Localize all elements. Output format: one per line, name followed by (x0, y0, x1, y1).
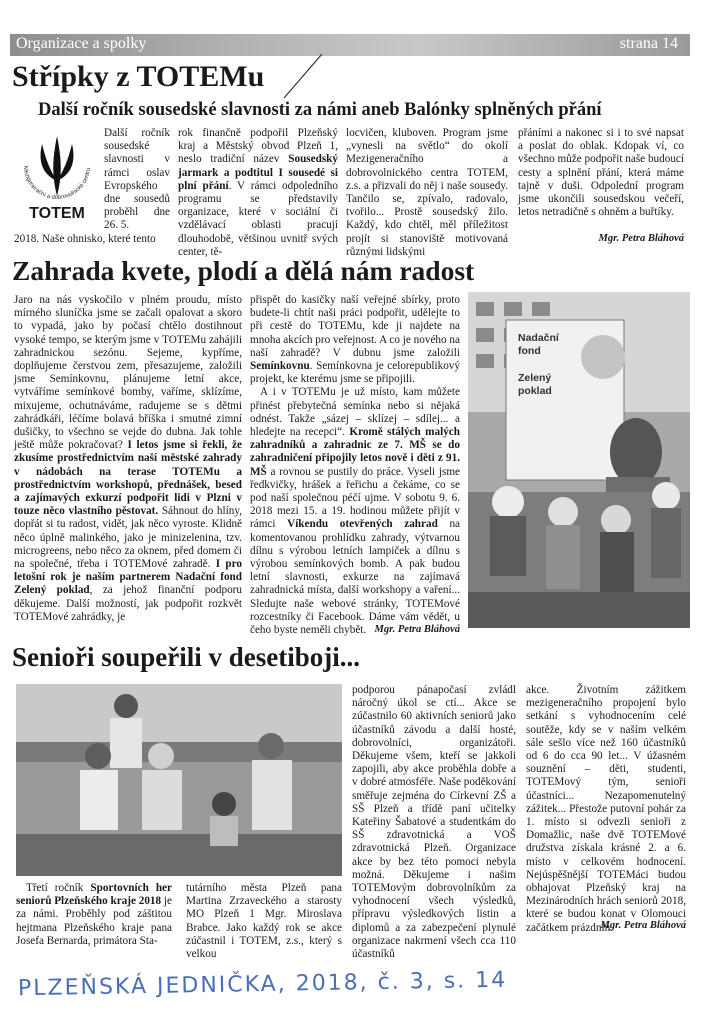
article1-col1-bottom: 2018. Naše ohnisko, které tento (14, 233, 156, 245)
article2-title: Zahrada kvete, plodí a dělá nám radost (12, 255, 475, 286)
article2-signature: Mgr. Petra Bláhová (374, 624, 460, 635)
article2-col1: Jaro na nás vyskočilo v plném proudu, místo mírného sluníčka jsme se začali opalovat a skoro to vypadá, jako by počasí chtělo dostihnout vysoké tempo, se kterým jsme v TOTEMu zahájili zahradnickou sezónu. Sejeme, kypříme, doplňujeme čerstvou zem, přesazujeme, založili jsme Semínkovnu, plánujeme letní akce, vytváříme semínkové bomby, vaříme, sklízíme, mixujeme, ochutnáváme, radujeme se s dětmi zahrádkáři, léčíme bolavá bříška i smutné zimní dušičky, to všechno se vejde do dubna. Jak tohle ještě může pokračovat? I letos jsme si řekli, že zkusíme prostřednictvím naší městské zahrady v nádobách na terase TOTEMu a prostřednictvím workshopů, přednášek, besed a zajímavých exkurzí podpořit lidi v Plzni v touze něco vlastního pěstovat. Sáhnout do hlíny, dopřát si tu radost, vidět, jak něco vyroste. Klidně něco úplně malinkého, jako je minizelenina, tzv. microgreens, nebo něco za oknem, před domem či na společné, třeba i TOTEMové zahradě. I pro letošní rok je naším partnerem Nadační fond Zelený poklad, za jehož finanční podporu děkujeme. Další možností, jak podpořit rozkvět TOTEMové zahrádky, je (14, 294, 243, 623)
svg-text:Mezigenerační a dobrovolnické (12, 126, 92, 201)
article3-col4: akce. Životním zážitkem mezigeneračního propojení bylo setkání s vyhodnocením celé soutěže, kdy se v naším velkém sále sešlo více než 160 účastníků od 6 do cca 90 let... V úžasném souznění – děti, studenti, TOTEMový tým, senioři účastníci... Nezapomenutelný zážitek... Přestože putovní pohár za 1. místo si odvezli senioři z Domažlic, naše dvě TOTEMové družstva získala krásné 2. a 6. místo v celkovém hodnocení. Nejúspěšnější TOTEMáci budou obhajovat Plzeňský kraj na Mezinárodních hrách seniorů 2018, které se budou konat v Olomouci začátkem prázdnin. (526, 684, 686, 934)
photo-sign-line: Nadační (518, 332, 559, 344)
photo-sign-line: fond (518, 345, 541, 357)
article1-col3: locvičen, kluboven. Program jsme „vynesli na světlo“ do okolí Mezigeneračního a dobrovolnického centra TOTEM, z.s. a přizvali do něj i naše sousedy. Tančilo se, zpívalo, radovalo, tvořilo... Prostě sousedský žilo. Každý, kdo chtěl, měl příležitost projít si stanoviště motivovaná různými lidskými (346, 127, 508, 258)
title-slash-mark (282, 52, 324, 102)
section-header-band (10, 34, 690, 56)
article3-col1: Třetí ročník Sportovních her seniorů Plzeňského kraje 2018 je za námi. Proběhly pod záštitou hejtmana Plzeňského kraje pana Josefa Bernarda, primátora Sta- (16, 882, 172, 947)
article3-title: Senioři soupeřili v desetiboji... (12, 642, 361, 672)
article3-col2: tutárního města Plzeň pana Martina Zrzaveckého a starosty MO Plzeň 1 Mgr. Miroslava Brabce. Jako každý rok se akce zúčastnil i TOTEM, z.s., který s velkou (186, 882, 342, 961)
totem-logo (12, 126, 102, 226)
garden-photo-image (468, 292, 690, 628)
article1-subtitle: Další ročník sousedské slavnosti za námi aneb Balónky splněných přání (38, 100, 602, 120)
article3-col3: podporou pánapočasí zvládl náročný úkol se ctí... Akce se zúčastnilo 60 aktivních seniorů jako účastníků závodu a další hosté, dobrovolníci, organizátoři. Děkujeme všem, kteří se jakkoli zapojili, aby akce proběhla dobře a v dobré atmosféře. Naše poděkování směřuje zejména do Církevní ZŠ a SŠ Plzeň a třídě paní učitelky Kateřiny Šabatové a studentkám do SŠ zdravotnická a VOŠ zdravotnická Plzeň. Organizace akce by bez této pomoci nebyla možná. Děkujeme i našim TOTEMovým dobrovolníkům za vyhodnocení všech výsledků, přípravu výsledkových listin a diplomů a za zabezpečení plynulé organizace nakrmení všech cca 110 účastníků (352, 684, 516, 961)
garden-photo (468, 292, 690, 628)
article3-signature: Mgr. Petra Bláhová (600, 920, 686, 931)
article1-signature: Mgr. Petra Bláhová (598, 233, 684, 244)
section-name: Organizace a spolky (16, 35, 147, 52)
logo-wordmark: TOTEM (29, 205, 85, 222)
totem-logo-icon (12, 126, 102, 206)
article1-col4: přáními a nakonec si i to své napsat a poslat do oblak. Kdopak ví, co všechno může podpořit naše budoucí cesty a splnění přání, která máme tajně v duši. Odpolední program jsme ukončili sousedskou večeří, letos netradičně s ohněm a buřtíky. (518, 127, 684, 219)
page-number: strana 14 (619, 35, 678, 52)
photo-sign-line: poklad (518, 385, 552, 397)
seniors-photo (16, 684, 342, 876)
article1-title: Střípky z TOTEMu (12, 60, 265, 93)
seniors-photo-image (16, 684, 342, 876)
handwritten-source-note: PLZEŇSKÁ JEDNIČKA, 2018, č. 3, s. 14 (17, 967, 508, 1002)
photo-sign-line: Zelený (518, 372, 552, 384)
article2-col2: přispět do kasičky naší veřejné sbírky, proto budete-li chtít naši práci podpořit, udělejte to při cestě do TOTEMu, kde ji najdete na mnoha akcích pro veřejnost. A co je nového na naší zahradě? V dubnu jsme založili Semínkovnu. Semínkovna je celorepublikový projekt, ke kterému jsme se připojili. A i v TOTEMu je už místo, kam můžete přinést přebytečná semínka nebo si nějaká odnést. Takže „sázej – sklízej – sdílej... a hledejte na recepci“. Kromě stálých malých zahradníků a zahradnic ze 7. MŠ se do zahradničení připojily letos nově i děti z 91. MŠ a rovnou se pustily do práce. Vyseli jsme ředkvičky, hrášek a řeřichu a čekáme, co se pod naší společnou péčí ujme. V sobotu 9. 6. 2018 mezi 15. a 19. hodinou můžete přijít v rámci Víkendu otevřených zahrad na komentovanou prohlídku zahrady, výtvarnou dílnu s výrobou letních lampiček a dílnu s výrobou semínkových bomb. A pak budou letní slavnosti, exkurze na zajímavá zahradnická místa, další workshopy a vaření... Sledujte naše webové stránky, TOTEMové rozcestníky či Facebook. Dáme vám vědět, u čeho byste neměli chybět. (250, 294, 461, 637)
logo-ring-text: Mezigenerační a dobrovolnické centru (21, 165, 92, 202)
article1-col1-top: Další ročník sousedské slavnosti v rámci oslav Evropského dne sousedů proběhl dne 26. 5. (104, 127, 170, 232)
article1-col2: rok finančně podpořil Plzeňský kraj a Městský obvod Plzeň 1, neslo tradiční název Sousedský jarmark a podtitul I sousedé si plní přání. V rámci odpoledního programu se představily organizace, které v sociální či vzdělávací oblasti pracují dlouhodobě, většinou uvnitř svých center, tě- (178, 127, 338, 258)
photo-banner-sign (518, 332, 559, 398)
